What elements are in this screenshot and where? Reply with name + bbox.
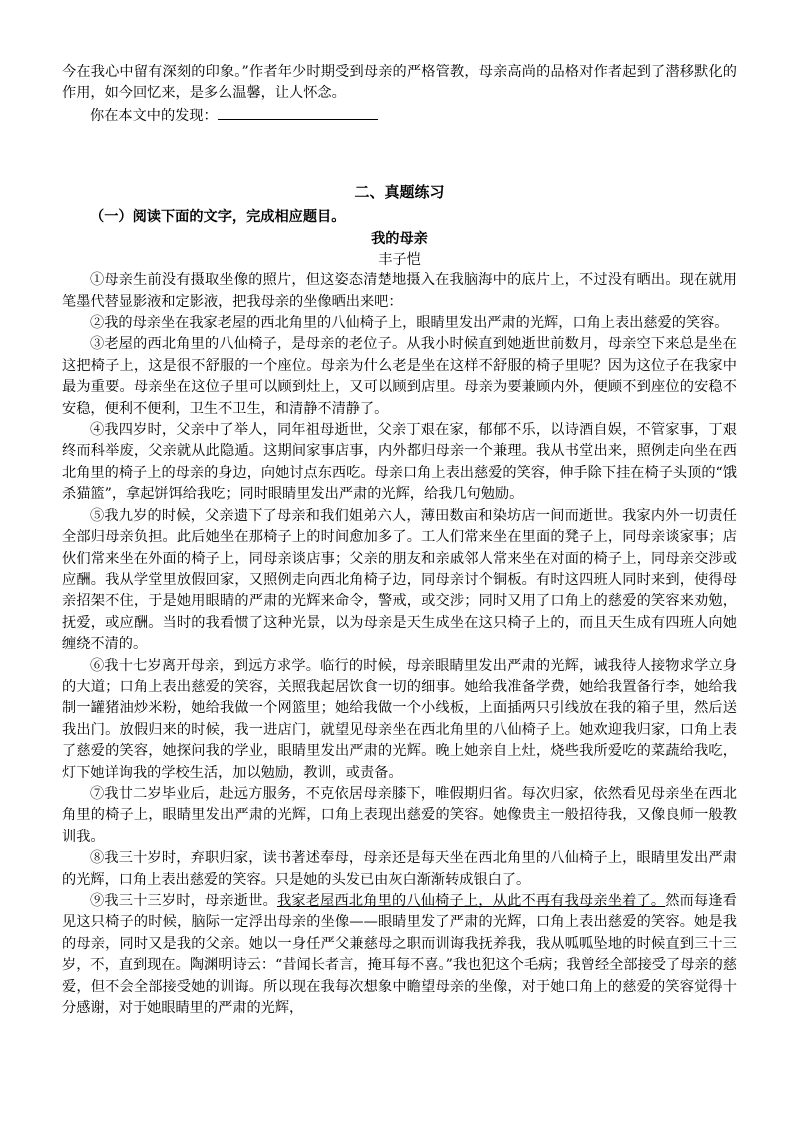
article-title: 我的母亲 xyxy=(371,231,428,248)
article-author: 丰子恺 xyxy=(378,252,421,269)
section-title: 二、真题练习 xyxy=(354,183,445,202)
answer-blank[interactable] xyxy=(218,105,378,120)
finding-label: 你在本文中的发现： xyxy=(90,107,218,124)
paragraph-1: ①母亲生前没有摄取坐像的照片，但这姿态清楚地摄入在我脑海中的底片上，不过没有晒出。现在就用笔墨代替显影液和定影液，把我母亲的坐像晒出来吧： xyxy=(62,272,737,310)
paragraph-8: ⑧我三十岁时，弃职归家，读书著述奉母，母亲还是每天坐在西北角里的八仙椅子上，眼睛里发出严肃的光辉，口角上表出慈爱的笑容。只是她的头发已由灰白渐渐转成银白了。 xyxy=(62,850,737,888)
intro-paragraph: 今在我心中留有深刻的印象。”作者年少时期受到母亲的严格管教，母亲高尚的品格对作者起到了潜移默化的作用，如今回忆来，是多么温馨，让人怀念。 xyxy=(62,64,737,102)
document-page xyxy=(62,62,737,1019)
paragraph-6: ⑥我十七岁离开母亲，到远方求学。临行的时候，母亲眼睛里发出严肃的光辉，诫我待人接物求学立身的大道；口角上表出慈爱的笑容，关照我起居饮食一切的细事。她给我准备学费，她给我置备行李，她给我制一罐猪油炒米粉，她给我做一个网篮里；她给我做一个小线板，上面插两只引线放在我的箱子里，然后送我出门。放假归来的时候，我一进店门，就望见母亲坐在西北角里的八仙椅子上。她欢迎我归家，口角上表了慈爱的笑容，她探问我的学业，眼睛里发出严肃的光辉。晚上她亲自上灶，烧些我所爱吃的菜蔬给我吃，灯下她详询我的学校生活，加以勉励，教训，或责备。 xyxy=(62,657,737,781)
paragraph-4: ④我四岁时，父亲中了举人，同年祖母逝世，父亲丁艰在家，郁郁不乐，以诗酒自娱，不管家事，丁艰终而科举废，父亲就从此隐遁。这期间家事店事，内外都归母亲一个兼理。我从书堂出来，照例走向坐在西北角里的椅子上的母亲的身边，向她讨点东西吃。母亲口角上表出慈爱的笑容，伸手除下挂在椅子头顶的“饿杀猫篮”，拿起饼饵给我吃；同时眼睛里发出严肃的光辉，给我几句勉励。 xyxy=(62,422,737,503)
paragraph-2: ②我的母亲坐在我家老屋的西北角里的八仙椅子上，眼睛里发出严肃的光辉，口角上表出慈爱的笑容。 xyxy=(90,315,729,332)
paragraph-3: ③老屋的西北角里的八仙椅子，是母亲的老位子。从我小时候直到她逝世前数月，母亲空下来总是坐在这把椅子上，这是很不舒服的一个座位。母亲为什么老是坐在这样不舒服的椅子里呢？因为这位子在我家中最为重要。母亲坐在这位子里可以顾到灶上，又可以顾到店里。母亲为要兼顾内外，便顾不到座位的安稳不安稳，便利不便利，卫生不卫生，和清静不清静了。 xyxy=(62,336,737,417)
paragraph-9-rest: 然而每逢看见这只椅子的时候，脑际一定浮出母亲的坐像——眼睛里发了严肃的光辉，口角上表出慈爱的笑容。她是我的母亲，同时又是我的父亲。她以一身任严父兼慈母之职而训诲我抚养我，我从呱呱坠地的时候直到三十三岁，不，直到现在。陶渊明诗云：“昔闻长者言，掩耳每不喜。”我也犯这个毛病；我曾经全部接受了母亲的慈爱，但不会全部接受她的训诲。所以现在我每次想象中瞻望母亲的坐像，对于她口角上的慈爱的笑容觉得十分感谢，对于她眼睛里的严肃的光辉， xyxy=(62,893,737,1017)
underlined-sentence: 我家老屋西北角里的八仙椅子上，从此不再有我母亲坐着了。 xyxy=(276,893,666,909)
section-subtitle: （一）阅读下面的文字，完成相应题目。 xyxy=(90,209,346,226)
paragraph-9-start: ⑨我三十三岁时，母亲逝世。 xyxy=(90,893,277,909)
finding-prompt xyxy=(62,105,737,127)
paragraph-7: ⑦我廿二岁毕业后，赴远方服务，不克依居母亲膝下，唯假期归省。每次归家，依然看见母亲坐在西北角里的椅子上，眼睛里发出严肃的光辉，口角上表现出慈爱的笑容。她像贵主一般招待我，又像良师一般教训我。 xyxy=(62,785,737,845)
paragraph-9 xyxy=(62,891,737,1019)
paragraph-5: ⑤我九岁的时候，父亲遗下了母亲和我们姐弟六人，薄田数亩和染坊店一间而逝世。我家内外一切责任全部归母亲负担。此后她坐在那椅子上的时间愈加多了。工人们常来坐在里面的凳子上，同母亲谈家事；店伙们常来坐在外面的椅子上，同母亲谈店事；父亲的朋友和亲戚邻人常来坐在对面的椅子上，同母亲交涉或应酬。我从学堂里放假回家，又照例走向西北角椅子边，同母亲讨个铜板。有时这四班人同时来到，使得母亲招架不住，于是她用眼睛的严肃的光辉来命令，警戒，或交涉；同时又用了口角上的慈爱的笑容来劝勉，抚爱，或应酬。当时的我看惯了这种光景，以为母亲是天生成坐在这只椅子上的，而且天生成有四班人向她缠绕不清的。 xyxy=(62,507,737,653)
